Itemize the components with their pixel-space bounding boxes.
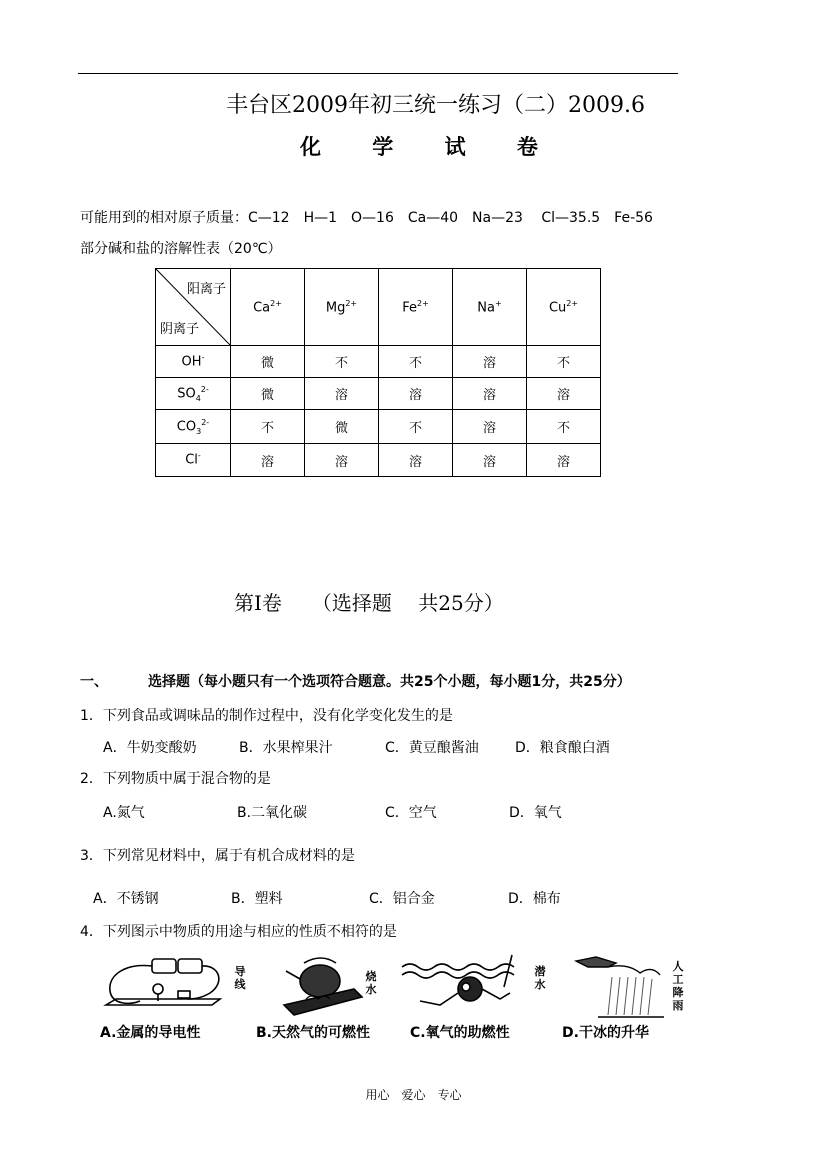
option-b: B．水果榨果汁: [239, 740, 333, 756]
table-caption: 部分碱和盐的溶解性表（20℃）: [80, 241, 282, 257]
table-cell: 溶: [527, 444, 601, 477]
option-b: B．塑料: [231, 891, 283, 907]
table-cell: 不: [379, 346, 453, 378]
section-title: 第Ⅰ卷 （选择题 共25分）: [234, 591, 504, 615]
question-1-stem: 1．下列食品或调味品的制作过程中，没有化学变化发生的是: [80, 708, 453, 724]
label-diving: 潜水: [534, 965, 546, 991]
solubility-table: [155, 268, 601, 477]
label-artificial-rain: 人工降雨: [672, 960, 684, 1012]
option-c: C．黄豆酿酱油: [385, 740, 479, 756]
top-rule: [78, 73, 678, 74]
option-a: A．牛奶变酸奶: [103, 740, 197, 756]
cation-header: Na+: [453, 269, 527, 346]
cation-header: $Fe^{2+}$: [379, 269, 453, 346]
page-title: 丰台区2009年初三统一练习（二）2009.6: [226, 93, 645, 118]
table-cell: 微: [305, 410, 379, 444]
option-d: D．粮食酿白酒: [515, 740, 610, 756]
table-cell: 溶: [379, 444, 453, 477]
question-4-stem: 4．下列图示中物质的用途与相应的性质不相符的是: [80, 924, 397, 940]
option-c: C．铝合金: [369, 891, 435, 907]
table-cell: 微: [231, 378, 305, 410]
anion-cell: Cl-: [156, 444, 231, 477]
figure-caption-d: D.干冰的升华: [562, 1025, 649, 1041]
figure-caption-b: B.天然气的可燃性: [256, 1025, 370, 1041]
anion-cell: $SO_4^{2-}$: [156, 378, 231, 410]
option-a: A．不锈钢: [93, 891, 159, 907]
option-b: B.二氧化碳: [237, 805, 308, 821]
table-row: [156, 410, 601, 444]
part-heading: [80, 671, 631, 691]
table-cell: 不: [527, 346, 601, 378]
table-row: [156, 378, 601, 410]
circuit-illustration: [100, 953, 230, 1021]
table-cell: 不: [231, 410, 305, 444]
cation-header: $Ca^{2+}$: [231, 269, 305, 346]
table-row: [156, 346, 601, 378]
artificial-rain-illustration: [568, 953, 674, 1021]
table-cell: 溶: [305, 378, 379, 410]
table-cell: 溶: [453, 444, 527, 477]
cation-header: $Mg^{2+}$: [305, 269, 379, 346]
table-cell: 不: [305, 346, 379, 378]
option-d: D．氧气: [509, 805, 562, 821]
option-c: C．空气: [385, 805, 437, 821]
table-cell: 溶: [231, 444, 305, 477]
part-number: 一、: [80, 674, 108, 690]
table-cell: 不: [527, 410, 601, 444]
table-cell: 溶: [453, 346, 527, 378]
cation-header: $Cu^{2+}$: [527, 269, 601, 346]
table-cell: 溶: [379, 378, 453, 410]
page-footer: 用心 爱心 专心: [365, 1088, 462, 1102]
option-a: A.氮气: [103, 805, 145, 821]
question-2-stem: 2．下列物质中属于混合物的是: [80, 771, 271, 787]
corner-cation-label: 阳离子: [186, 282, 226, 297]
question-3-stem: 3．下列常见材料中，属于有机合成材料的是: [80, 848, 355, 864]
atomic-masses: 可能用到的相对原子质量：C—12 H—1 O—16 Ca—40 Na—23 Cl—35.5 Fe-56: [80, 210, 653, 226]
corner-anion-label: 阴离子: [160, 322, 200, 337]
diver-illustration: [400, 953, 530, 1019]
option-d: D．棉布: [508, 891, 561, 907]
label-wire: 导线: [234, 965, 246, 991]
table-corner-cell: [156, 269, 231, 346]
table-header-row: [156, 269, 601, 346]
table-cell: 溶: [453, 378, 527, 410]
table-cell: 不: [379, 410, 453, 444]
table-row: [156, 444, 601, 477]
anion-cell: OH-: [156, 346, 231, 378]
figure-caption-a: A.金属的导电性: [100, 1025, 201, 1041]
table-cell: 溶: [305, 444, 379, 477]
anion-cell: $CO_3^{2-}$: [156, 410, 231, 444]
table-cell: 微: [231, 346, 305, 378]
label-boil-water: 烧水: [365, 970, 377, 996]
figure-caption-c: C.氧气的助燃性: [410, 1025, 510, 1041]
table-cell: 溶: [527, 378, 601, 410]
kettle-illustration: [276, 953, 366, 1021]
table-cell: 溶: [453, 410, 527, 444]
page-subtitle: 化 学 试 卷: [300, 134, 560, 159]
part-instructions: 选择题（每小题只有一个选项符合题意。共25个小题，每小题1分，共25分）: [148, 674, 631, 690]
